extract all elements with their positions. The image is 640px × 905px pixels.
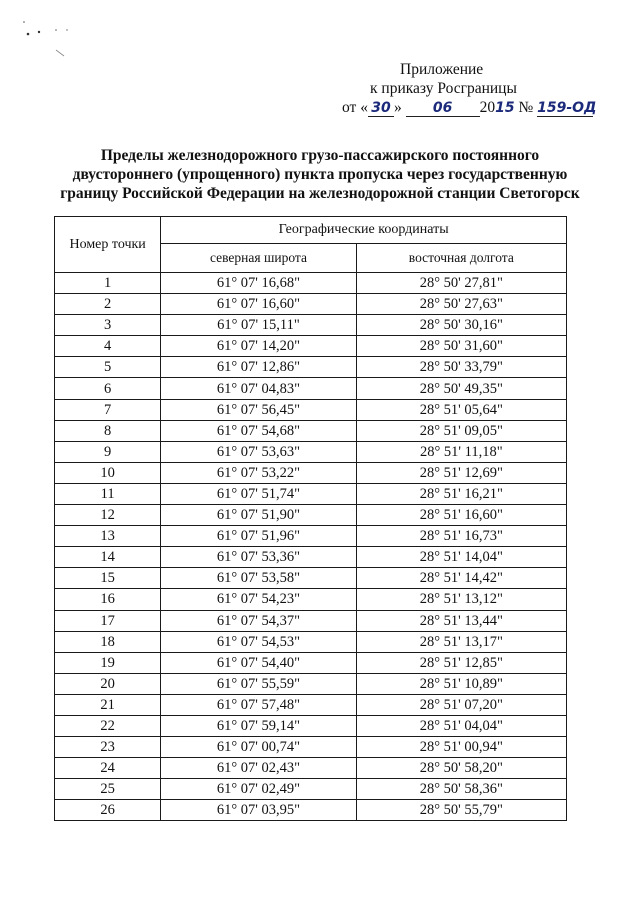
longitude-cell: 28° 50' 30,16" xyxy=(356,315,566,336)
latitude-cell: 61° 07' 53,58" xyxy=(161,568,356,589)
longitude-cell: 28° 51' 13,12" xyxy=(356,589,566,610)
point-number-cell: 12 xyxy=(55,505,161,526)
table-row xyxy=(55,483,567,504)
table-row xyxy=(55,336,567,357)
longitude-cell: 28° 50' 31,60" xyxy=(356,336,566,357)
header-geo-coordinates: Географические координаты xyxy=(161,217,567,244)
latitude-cell: 61° 07' 51,90" xyxy=(161,505,356,526)
longitude-cell: 28° 51' 13,44" xyxy=(356,610,566,631)
table-row xyxy=(55,568,567,589)
longitude-cell: 28° 51' 16,60" xyxy=(356,505,566,526)
point-number-cell: 25 xyxy=(55,779,161,800)
attachment-block xyxy=(330,60,600,118)
longitude-cell: 28° 50' 55,79" xyxy=(356,800,566,821)
point-number-cell: 14 xyxy=(55,547,161,568)
table-row xyxy=(55,273,567,294)
latitude-cell: 61° 07' 02,43" xyxy=(161,758,356,779)
attachment-title: Приложение xyxy=(400,61,484,78)
longitude-cell: 28° 51' 16,21" xyxy=(356,483,566,504)
longitude-cell: 28° 51' 12,69" xyxy=(356,462,566,483)
latitude-cell: 61° 07' 16,60" xyxy=(161,294,356,315)
table-row xyxy=(55,758,567,779)
coordinates-table-body xyxy=(55,273,567,821)
longitude-cell: 28° 51' 11,18" xyxy=(356,441,566,462)
table-row xyxy=(55,547,567,568)
date-month: 06 xyxy=(406,100,480,117)
table-row xyxy=(55,526,567,547)
latitude-cell: 61° 07' 53,36" xyxy=(161,547,356,568)
latitude-cell: 61° 07' 53,22" xyxy=(161,462,356,483)
latitude-cell: 61° 07' 54,23" xyxy=(161,589,356,610)
point-number-cell: 18 xyxy=(55,631,161,652)
point-number-cell: 17 xyxy=(55,610,161,631)
point-number-cell: 3 xyxy=(55,315,161,336)
point-number-cell: 2 xyxy=(55,294,161,315)
document-title: Пределы железнодорожного грузо-пассажирского постоянного двустороннего (упрощенного) пункта пропуска через государственную границу Российской Федерации на железнодорожной станции Светогорск xyxy=(60,147,580,202)
point-number-cell: 4 xyxy=(55,336,161,357)
table-row xyxy=(55,589,567,610)
point-number-cell: 11 xyxy=(55,483,161,504)
coordinates-table xyxy=(54,216,567,821)
longitude-cell: 28° 50' 27,63" xyxy=(356,294,566,315)
date-year-prefix: 20 xyxy=(479,99,496,116)
longitude-cell: 28° 51' 07,20" xyxy=(356,694,566,715)
table-row xyxy=(55,420,567,441)
longitude-cell: 28° 51' 09,05" xyxy=(356,420,566,441)
table-row xyxy=(55,779,567,800)
longitude-cell: 28° 50' 58,36" xyxy=(356,779,566,800)
order-number: 159-ОД xyxy=(537,100,597,116)
date-year-suffix: 15 xyxy=(495,100,515,116)
latitude-cell: 61° 07' 00,74" xyxy=(161,737,356,758)
point-number-cell: 1 xyxy=(55,273,161,294)
scan-specks-decoration xyxy=(20,18,80,68)
latitude-cell: 61° 07' 51,96" xyxy=(161,526,356,547)
point-number-cell: 19 xyxy=(55,652,161,673)
point-number-cell: 20 xyxy=(55,673,161,694)
date-day: 30 xyxy=(368,100,394,117)
latitude-cell: 61° 07' 03,95" xyxy=(161,800,356,821)
table-row xyxy=(55,399,567,420)
point-number-cell: 24 xyxy=(55,758,161,779)
attachment-order-ref: к приказу Росграницы xyxy=(370,80,517,97)
point-number-cell: 15 xyxy=(55,568,161,589)
longitude-cell: 28° 50' 33,79" xyxy=(356,357,566,378)
table-row xyxy=(55,462,567,483)
longitude-cell: 28° 51' 04,04" xyxy=(356,715,566,736)
table-row xyxy=(55,673,567,694)
latitude-cell: 61° 07' 02,49" xyxy=(161,779,356,800)
point-number-cell: 26 xyxy=(55,800,161,821)
table-row xyxy=(55,694,567,715)
table-row xyxy=(55,294,567,315)
table-row xyxy=(55,315,567,336)
date-prefix: от « xyxy=(342,99,368,116)
table-row xyxy=(55,357,567,378)
latitude-cell: 61° 07' 15,11" xyxy=(161,315,356,336)
header-longitude: восточная долгота xyxy=(356,244,566,273)
table-row xyxy=(55,441,567,462)
point-number-cell: 22 xyxy=(55,715,161,736)
table-row xyxy=(55,737,567,758)
latitude-cell: 61° 07' 54,37" xyxy=(161,610,356,631)
longitude-cell: 28° 50' 49,35" xyxy=(356,378,566,399)
latitude-cell: 61° 07' 54,53" xyxy=(161,631,356,652)
latitude-cell: 61° 07' 56,45" xyxy=(161,399,356,420)
date-quote: » xyxy=(393,99,402,116)
latitude-cell: 61° 07' 53,63" xyxy=(161,441,356,462)
table-row xyxy=(55,378,567,399)
longitude-cell: 28° 50' 58,20" xyxy=(356,758,566,779)
attachment-date-line xyxy=(330,98,600,118)
point-number-cell: 13 xyxy=(55,526,161,547)
table-row xyxy=(55,505,567,526)
header-latitude: северная широта xyxy=(161,244,356,273)
table-row xyxy=(55,631,567,652)
point-number-cell: 9 xyxy=(55,441,161,462)
longitude-cell: 28° 51' 13,17" xyxy=(356,631,566,652)
longitude-cell: 28° 51' 16,73" xyxy=(356,526,566,547)
point-number-cell: 10 xyxy=(55,462,161,483)
table-row xyxy=(55,800,567,821)
table-row xyxy=(55,610,567,631)
latitude-cell: 61° 07' 12,86" xyxy=(161,357,356,378)
point-number-cell: 16 xyxy=(55,589,161,610)
latitude-cell: 61° 07' 51,74" xyxy=(161,483,356,504)
point-number-cell: 8 xyxy=(55,420,161,441)
longitude-cell: 28° 51' 14,04" xyxy=(356,547,566,568)
longitude-cell: 28° 51' 00,94" xyxy=(356,737,566,758)
point-number-cell: 21 xyxy=(55,694,161,715)
longitude-cell: 28° 51' 10,89" xyxy=(356,673,566,694)
latitude-cell: 61° 07' 14,20" xyxy=(161,336,356,357)
latitude-cell: 61° 07' 04,83" xyxy=(161,378,356,399)
longitude-cell: 28° 51' 12,85" xyxy=(356,652,566,673)
number-label: № xyxy=(518,99,534,116)
latitude-cell: 61° 07' 57,48" xyxy=(161,694,356,715)
point-number-cell: 5 xyxy=(55,357,161,378)
latitude-cell: 61° 07' 55,59" xyxy=(161,673,356,694)
longitude-cell: 28° 51' 14,42" xyxy=(356,568,566,589)
latitude-cell: 61° 07' 54,68" xyxy=(161,420,356,441)
header-point-number: Номер точки xyxy=(55,217,161,273)
latitude-cell: 61° 07' 59,14" xyxy=(161,715,356,736)
point-number-cell: 23 xyxy=(55,737,161,758)
table-row xyxy=(55,715,567,736)
longitude-cell: 28° 51' 05,64" xyxy=(356,399,566,420)
longitude-cell: 28° 50' 27,81" xyxy=(356,273,566,294)
point-number-cell: 7 xyxy=(55,399,161,420)
point-number-cell: 6 xyxy=(55,378,161,399)
table-row xyxy=(55,652,567,673)
latitude-cell: 61° 07' 16,68" xyxy=(161,273,356,294)
latitude-cell: 61° 07' 54,40" xyxy=(161,652,356,673)
